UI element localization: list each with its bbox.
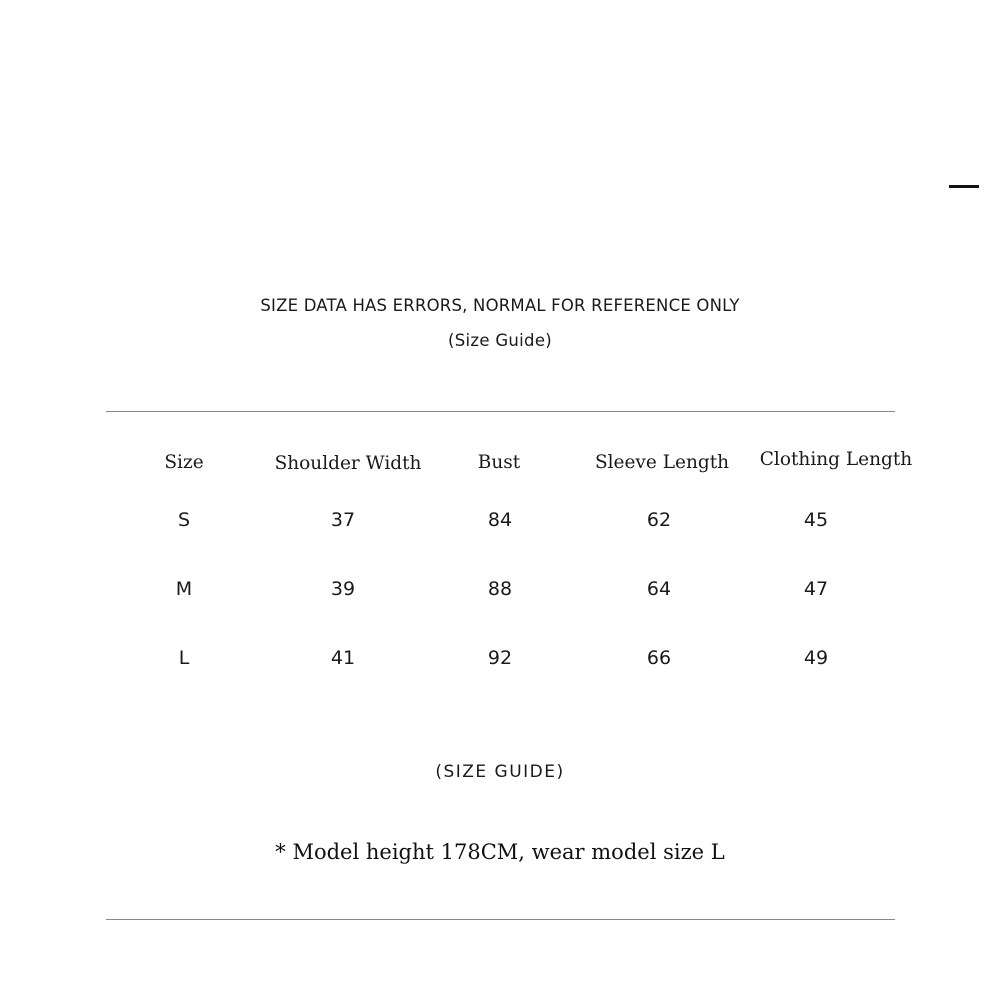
cell-sleeve-length: 66 — [646, 647, 672, 669]
cell-clothing-length: 49 — [803, 647, 829, 669]
cell-clothing-length: 45 — [803, 509, 829, 531]
bottom-divider — [106, 919, 895, 920]
size-data-notice: SIZE DATA HAS ERRORS, NORMAL FOR REFERENCE ONLY — [260, 296, 740, 315]
cell-shoulder-width: 37 — [330, 509, 356, 531]
top-divider — [106, 411, 895, 412]
cell-bust: 84 — [487, 509, 513, 531]
corner-dash-mark — [949, 185, 979, 188]
header-clothing-length: Clothing Length — [759, 449, 913, 470]
cell-sleeve-length: 64 — [646, 578, 672, 600]
header-size: Size — [164, 452, 204, 473]
cell-clothing-length: 47 — [803, 578, 829, 600]
model-height-note: * Model height 178CM, wear model size L — [275, 840, 725, 864]
size-guide-subtitle: (Size Guide) — [447, 331, 553, 350]
cell-bust: 92 — [487, 647, 513, 669]
cell-shoulder-width: 39 — [330, 578, 356, 600]
header-bust: Bust — [477, 452, 521, 473]
header-sleeve-length: Sleeve Length — [594, 452, 730, 473]
cell-size: L — [178, 647, 190, 669]
header-shoulder-width: Shoulder Width — [274, 453, 422, 474]
cell-bust: 88 — [487, 578, 513, 600]
cell-shoulder-width: 41 — [330, 647, 356, 669]
cell-size: S — [177, 509, 191, 531]
cell-size: M — [175, 578, 193, 600]
size-guide-caption: (SIZE GUIDE) — [435, 762, 565, 782]
cell-sleeve-length: 62 — [646, 509, 672, 531]
